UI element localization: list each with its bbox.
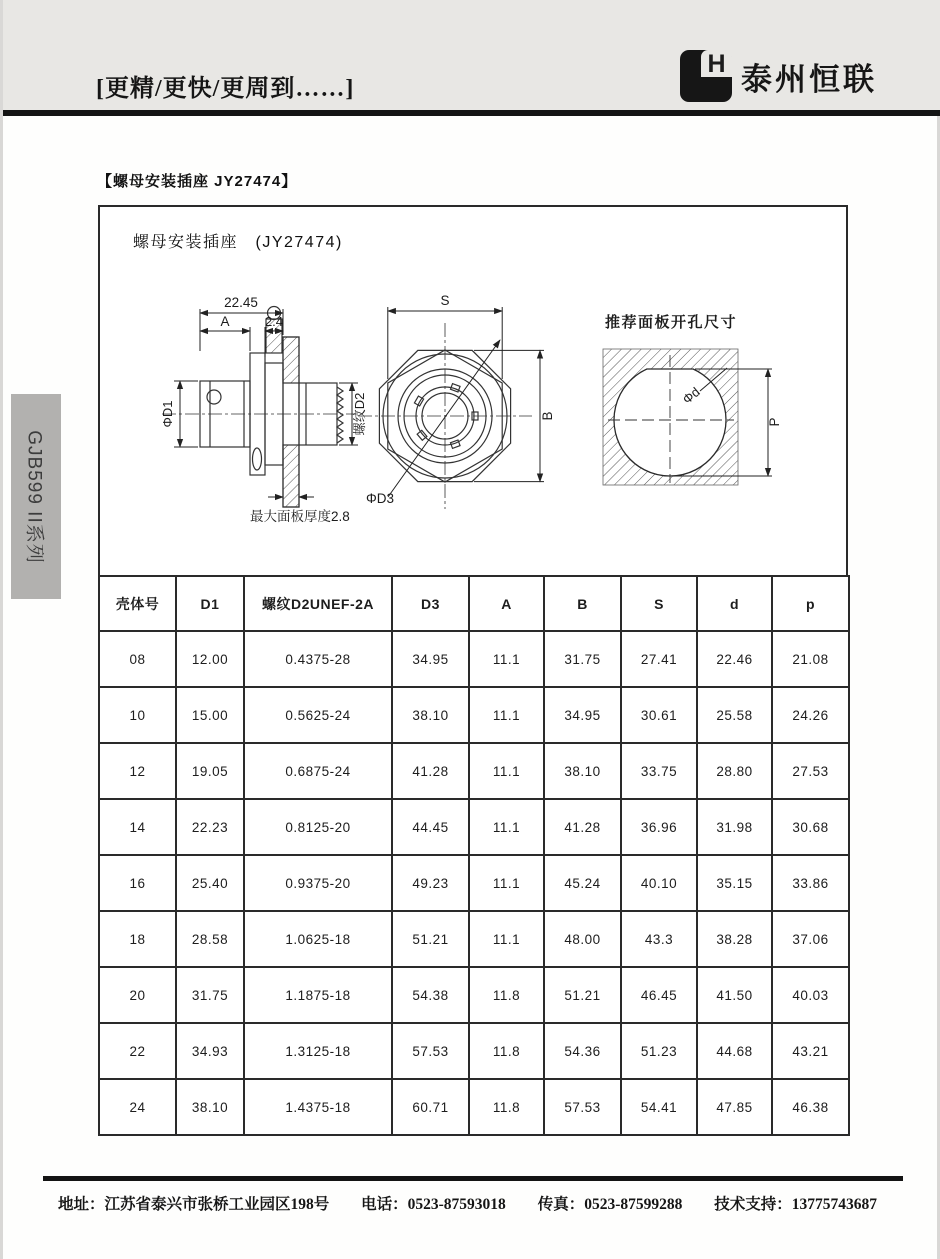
- spec-table-header-row: [99, 576, 849, 631]
- column-header: d: [697, 576, 772, 631]
- table-cell: 31.98: [697, 799, 772, 855]
- table-cell: 11.8: [469, 967, 544, 1023]
- dim-d1-label: ΦD1: [160, 400, 175, 428]
- dim-d3-label: ΦD3: [366, 491, 395, 506]
- spec-table-body: [99, 631, 849, 1135]
- table-cell: 22.23: [176, 799, 244, 855]
- table-row: [99, 687, 849, 743]
- table-cell: 44.45: [392, 799, 469, 855]
- dim-s-label: S: [440, 293, 450, 308]
- table-row: [99, 631, 849, 687]
- table-cell: 20: [99, 967, 176, 1023]
- table-cell: 47.85: [697, 1079, 772, 1135]
- dim-b-label: B: [540, 411, 555, 421]
- drawing-panel: [98, 205, 848, 575]
- svg-text:H: H: [707, 50, 726, 78]
- dim-gap-label: 2.4: [264, 314, 284, 329]
- footer-rule: [43, 1176, 903, 1181]
- column-header: A: [469, 576, 544, 631]
- table-cell: 38.10: [176, 1079, 244, 1135]
- table-cell: 43.21: [772, 1023, 849, 1079]
- table-cell: 12: [99, 743, 176, 799]
- section-title: 【螺母安装插座 JY27474】: [97, 173, 298, 190]
- column-header: D1: [176, 576, 244, 631]
- table-cell: 15.00: [176, 687, 244, 743]
- footer-address: 地址：江苏省泰兴市张桥工业园区198号: [58, 1196, 330, 1213]
- table-cell: 38.10: [544, 743, 621, 799]
- table-cell: 19.05: [176, 743, 244, 799]
- table-cell: 51.21: [392, 911, 469, 967]
- table-row: [99, 799, 849, 855]
- table-cell: 44.68: [697, 1023, 772, 1079]
- table-cell: 36.96: [621, 799, 697, 855]
- table-cell: 25.58: [697, 687, 772, 743]
- series-tab: [11, 394, 61, 599]
- table-cell: 54.36: [544, 1023, 621, 1079]
- series-tab-label: GJB599 II系列: [23, 429, 45, 564]
- table-cell: 49.23: [392, 855, 469, 911]
- front-view-dimensions: [388, 307, 544, 482]
- table-cell: 57.53: [544, 1079, 621, 1135]
- table-cell: 28.58: [176, 911, 244, 967]
- footer-support: 技术支持：13775743687: [714, 1196, 877, 1213]
- table-cell: 11.1: [469, 743, 544, 799]
- table-cell: 30.61: [621, 687, 697, 743]
- table-cell: 46.38: [772, 1079, 849, 1135]
- dim-d-label: Φd: [679, 384, 703, 407]
- header-rule: [3, 110, 940, 116]
- column-header: B: [544, 576, 621, 631]
- table-cell: 40.10: [621, 855, 697, 911]
- dim-thread-label: 螺纹D2: [352, 392, 367, 436]
- panel-thickness-note: 最大面板厚度2.8: [250, 509, 350, 524]
- table-cell: 18: [99, 911, 176, 967]
- table-cell: 0.8125-20: [244, 799, 392, 855]
- table-cell: 0.6875-24: [244, 743, 392, 799]
- table-cell: 11.1: [469, 631, 544, 687]
- brand: [680, 50, 877, 102]
- table-cell: 43.3: [621, 911, 697, 967]
- table-cell: 14: [99, 799, 176, 855]
- table-cell: 51.23: [621, 1023, 697, 1079]
- footer-phone: 电话：0523-87593018: [361, 1196, 506, 1213]
- table-cell: 31.75: [544, 631, 621, 687]
- table-cell: 38.10: [392, 687, 469, 743]
- table-cell: 1.1875-18: [244, 967, 392, 1023]
- table-cell: 31.75: [176, 967, 244, 1023]
- table-cell: 38.28: [697, 911, 772, 967]
- table-cell: 11.8: [469, 1079, 544, 1135]
- table-cell: 35.15: [697, 855, 772, 911]
- table-cell: 27.53: [772, 743, 849, 799]
- table-cell: 37.06: [772, 911, 849, 967]
- table-cell: 1.4375-18: [244, 1079, 392, 1135]
- table-cell: 11.1: [469, 687, 544, 743]
- table-cell: 25.40: [176, 855, 244, 911]
- table-cell: 22: [99, 1023, 176, 1079]
- technical-drawings: [100, 207, 846, 573]
- table-cell: 0.5625-24: [244, 687, 392, 743]
- table-cell: 11.1: [469, 911, 544, 967]
- table-cell: 54.41: [621, 1079, 697, 1135]
- drawing-panel-title: 螺母安装插座 (JY27474): [133, 234, 343, 251]
- table-cell: 45.24: [544, 855, 621, 911]
- table-cell: 34.95: [392, 631, 469, 687]
- column-header: D3: [392, 576, 469, 631]
- table-row: [99, 743, 849, 799]
- table-cell: 28.80: [697, 743, 772, 799]
- dim-p-label: P: [767, 417, 782, 427]
- footer-fax: 传真：0523-87599288: [537, 1196, 683, 1213]
- table-cell: 1.0625-18: [244, 911, 392, 967]
- header-band: [3, 0, 940, 110]
- table-cell: 0.9375-20: [244, 855, 392, 911]
- table-cell: 34.95: [544, 687, 621, 743]
- table-cell: 22.46: [697, 631, 772, 687]
- table-cell: 1.3125-18: [244, 1023, 392, 1079]
- table-cell: 46.45: [621, 967, 697, 1023]
- column-header: p: [772, 576, 849, 631]
- brand-logo-icon: [680, 50, 732, 102]
- table-cell: 10: [99, 687, 176, 743]
- table-row: [99, 911, 849, 967]
- brand-name: 泰州恒联: [741, 61, 877, 97]
- table-cell: 60.71: [392, 1079, 469, 1135]
- dim-overall-label: 22.45: [224, 295, 258, 310]
- column-header: S: [621, 576, 697, 631]
- spec-table: [98, 575, 850, 1136]
- table-cell: 16: [99, 855, 176, 911]
- table-cell: 41.28: [392, 743, 469, 799]
- table-cell: 34.93: [176, 1023, 244, 1079]
- side-view-drawing: [162, 307, 358, 508]
- table-cell: 33.75: [621, 743, 697, 799]
- table-cell: 57.53: [392, 1023, 469, 1079]
- table-cell: 24: [99, 1079, 176, 1135]
- table-cell: 41.50: [697, 967, 772, 1023]
- table-cell: 48.00: [544, 911, 621, 967]
- table-cell: 54.38: [392, 967, 469, 1023]
- table-row: [99, 1079, 849, 1135]
- footer-contact-line: [58, 1192, 908, 1214]
- table-cell: 11.1: [469, 855, 544, 911]
- table-cell: 12.00: [176, 631, 244, 687]
- table-cell: 33.86: [772, 855, 849, 911]
- table-cell: 41.28: [544, 799, 621, 855]
- dim-a-label: A: [220, 314, 230, 329]
- table-row: [99, 1023, 849, 1079]
- header-slogan: [更精/更快/更周到……]: [96, 76, 355, 102]
- table-cell: 27.41: [621, 631, 697, 687]
- cutout-title: 推荐面板开孔尺寸: [605, 314, 738, 331]
- table-cell: 0.4375-28: [244, 631, 392, 687]
- table-cell: 40.03: [772, 967, 849, 1023]
- table-cell: 11.1: [469, 799, 544, 855]
- column-header: 螺纹D2UNEF-2A: [244, 576, 392, 631]
- table-cell: 11.8: [469, 1023, 544, 1079]
- table-cell: 24.26: [772, 687, 849, 743]
- table-row: [99, 855, 849, 911]
- column-header: 壳体号: [99, 576, 176, 631]
- table-cell: 21.08: [772, 631, 849, 687]
- table-cell: 51.21: [544, 967, 621, 1023]
- table-cell: 30.68: [772, 799, 849, 855]
- table-row: [99, 967, 849, 1023]
- table-cell: 08: [99, 631, 176, 687]
